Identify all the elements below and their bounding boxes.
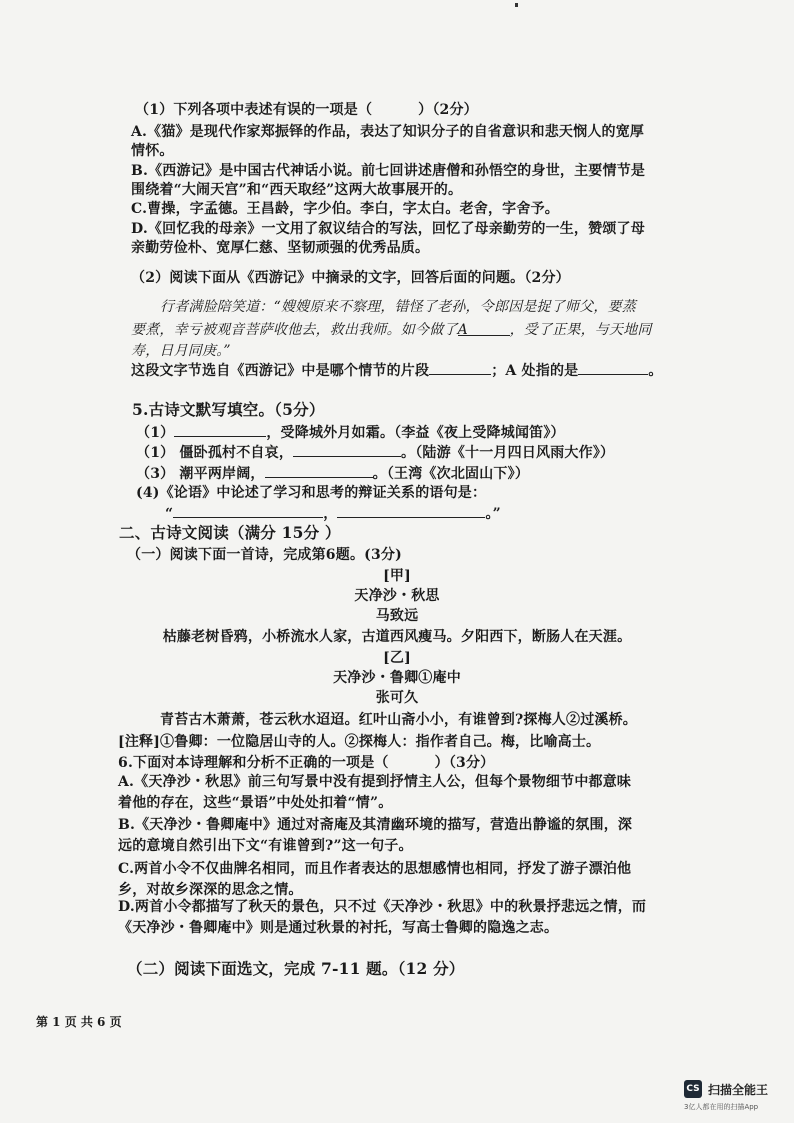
q6-option-c-line1: C.两首小令不仅曲牌名相同，而且作者表达的思想感情也相同，抒发了游子漂泊他 [118,861,632,877]
poem1-title: 天净沙・秋思 [354,588,440,604]
recite-line4: (4)《论语》中论述了学习和思考的辩证关系的语句是： [136,485,487,501]
poem1-author: 马致远 [375,608,419,624]
camscanner-logo-icon: CS [684,1080,702,1098]
answer-blank-episode[interactable] [429,360,491,375]
q2-question: 这段文字节选自《西游记》中是哪个情节的片段 ；A 处指的是 。 [131,360,663,380]
poem-label-jia: [甲] [383,568,411,584]
recite-line5: “ ， 。” [165,503,501,523]
section2-sub2: （二）阅读下面选文，完成 7-11 题。（12 分） [127,959,465,978]
q6-option-b-line1: B.《天净沙・鲁卿庵中》通过对斋庵及其清幽环境的描写，营造出静谧的氛围，深 [118,817,633,833]
q6-option-c-line2: 乡，对故乡深深的思念之情。 [118,882,303,898]
watermark-title: 扫描全能王 [708,1082,769,1097]
q1-option-d-line1: D.《回忆我的母亲》一文用了叙议结合的写法，回忆了母亲勤劳的一生，赞颂了母 [131,221,645,237]
q1-option-b-line1: B.《西游记》是中国古代神话小说。前七回讲述唐僧和孙悟空的身世，主要情节是 [131,163,646,179]
scan-speck [515,3,518,7]
quote-line3: 寿，日月同庚。” [131,343,231,359]
q6-option-b-line2: 远的意境自然引出下文“有谁曾到?”这一句子。 [118,838,413,854]
recite-blank-4[interactable] [173,503,323,518]
watermark-subtitle: 3亿人都在用的扫描App [684,1103,759,1111]
recite-line1: （1） ，受降城外月如霜。（李益《夜上受降城闻笛》） [136,422,565,442]
q6-option-d-line1: D.两首小令都描写了秋天的景色，只不过《天净沙・秋思》中的秋景抒悲远之情，而 [118,899,647,915]
q2-stem: （2）阅读下面从《西游记》中摘录的文字，回答后面的问题。（2分） [131,270,570,286]
page-footer: 第 1 页 共 6 页 [36,1015,122,1029]
q1-option-d-line2: 亲勤劳俭朴、宽厚仁慈、坚韧顽强的优秀品质。 [131,240,430,256]
recite-blank-1[interactable] [174,422,266,437]
scanner-watermark [684,1080,768,1098]
quote-line2: 要煮，幸亏被观音菩萨收他去，救出我师。如今做了A ，受了正果，与天地同 [131,322,652,338]
q1-option-b-line2: 围绕着“大闹天宫”和“西天取经”这两大故事展开的。 [131,182,463,198]
answer-blank-a[interactable]: A [458,321,510,336]
section2-sub1: （一）阅读下面一首诗，完成第6题。(3分) [127,547,402,563]
poem1-text: 枯藤老树昏鸦，小桥流水人家，古道西风瘦马。夕阳西下，断肠人在天涯。 [162,629,632,645]
q6-option-a-line2: 着他的存在，这些“景语”中处处扣着“情”。 [118,795,393,811]
recite-blank-3[interactable] [265,463,373,478]
answer-blank-a-refers[interactable] [578,360,648,375]
q1-option-a-line2: 情怀。 [131,143,174,159]
q1-stem: （1）下列各项中表述有误的一项是（ ）（2分） [135,102,478,118]
recite-line2: （1） 僵卧孤村不自哀， 。（陆游《十一月四日风雨大作》） [136,442,614,462]
poem2-author: 张可久 [375,690,419,706]
q6-option-d-line2: 《天净沙・鲁卿庵中》则是通过秋景的衬托，写高士鲁卿的隐逸之志。 [118,920,559,936]
recite-blank-5[interactable] [337,503,485,518]
q6-stem: 6.下面对本诗理解和分析不正确的一项是（ ）（3分） [118,755,495,771]
recite-line3: （3） 潮平两岸阔， 。（王湾《次北固山下》） [136,463,529,483]
section2-heading: 二、古诗文阅读（满分 15分 ） [119,523,341,542]
quote-line1: 行者满脸陪笑道：“嫂嫂原来不察理，错怪了老孙，令郎因是捉了师父，要蒸 [160,299,636,315]
section5-title: 5.古诗文默写填空。（5分） [132,400,325,419]
poem2-text: 青苔古木萧萧，苍云秋水迢迢。红叶山斋小小，有谁曾到?探梅人②过溪桥。 [160,712,638,728]
q1-option-c: C.曹操，字孟德。王昌龄，字少伯。李白，字太白。老舍，字舍予。 [131,201,559,217]
recite-blank-2[interactable] [293,442,401,457]
q1-option-a-line1: A.《猫》是现代作家郑振铎的作品，表达了知识分子的自省意识和悲天悯人的宽厚 [131,124,645,140]
poem2-title: 天净沙・鲁卿①庵中 [333,670,461,686]
poem-label-yi: [乙] [383,650,411,666]
poem-note: [注释]①鲁卿：一位隐居山寺的人。②探梅人：指作者自己。梅，比喻高士。 [118,734,601,750]
q6-option-a-line1: A.《天净沙・秋思》前三句写景中没有提到抒情主人公，但每个景物细节中都意味 [118,774,632,790]
